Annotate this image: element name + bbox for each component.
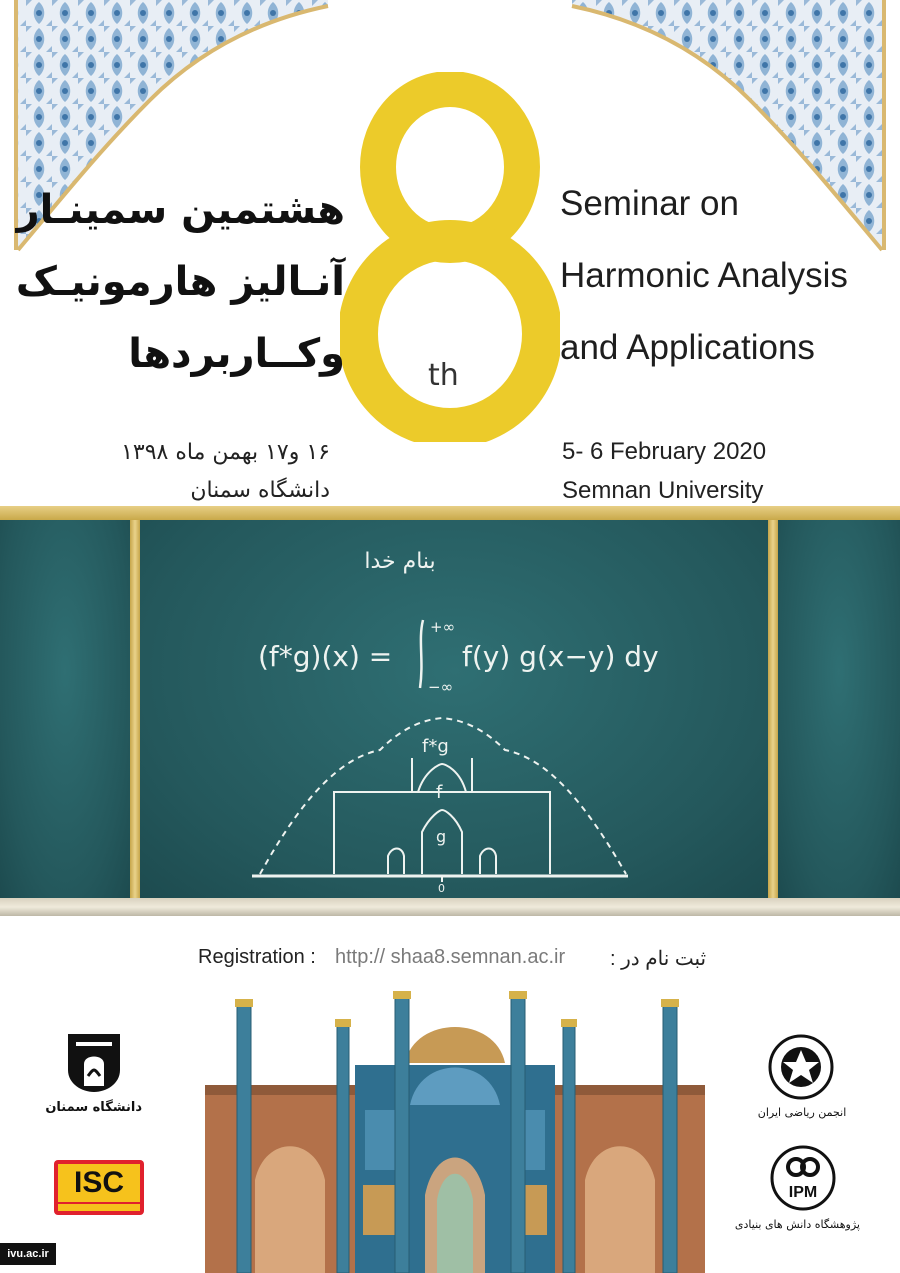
registration-url[interactable]: http:// shaa8.semnan.ac.ir xyxy=(335,946,566,968)
english-title-line3: and Applications xyxy=(560,328,815,367)
persian-date: ۱۶ و۱۷ بهمن ماه ۱۳۹۸ xyxy=(121,440,330,465)
formula-rhs: f(y) g(x−y) dy xyxy=(462,640,659,673)
integral-lower: −∞ xyxy=(428,678,454,696)
board-panel-left xyxy=(0,520,130,898)
chalkboard xyxy=(0,506,900,926)
english-title-line2: Harmonic Analysis xyxy=(560,256,848,295)
chalk-label-g: g xyxy=(436,827,447,846)
isc-logo-text: ISC xyxy=(58,1164,140,1202)
chalk-side-arches xyxy=(388,849,496,875)
semnan-gate-illustration xyxy=(205,985,705,1273)
iranian-math-society-logo xyxy=(768,1034,834,1100)
registration-label: Registration : xyxy=(198,946,316,968)
semnan-university-logo xyxy=(62,1030,126,1094)
ipm-logo xyxy=(770,1145,836,1211)
integral-upper: +∞ xyxy=(430,618,456,636)
integral-sign xyxy=(420,620,423,688)
english-venue: Semnan University xyxy=(562,477,764,504)
board-frame-left xyxy=(130,520,140,898)
english-title-line1: Seminar on xyxy=(560,184,739,223)
chalk-label-f: f xyxy=(436,782,443,803)
ipm-logo-text: IPM xyxy=(788,1184,818,1201)
persian-title-line1: هشتمین سمینـار xyxy=(16,187,345,233)
isc-logo xyxy=(54,1160,144,1215)
chalk-header: بنام خدا xyxy=(364,549,436,574)
semnan-university-caption: دانشگاه سمنان xyxy=(45,1100,142,1115)
formula-lhs: (f*g)(x) = xyxy=(258,640,393,673)
board-panel-right xyxy=(778,520,900,898)
board-chalk-tray xyxy=(0,898,900,916)
source-watermark: ivu.ac.ir xyxy=(0,1243,56,1265)
chalk-label-fg: f*g xyxy=(422,736,449,757)
board-top-rail xyxy=(0,506,900,520)
ipm-caption: پژوهشگاه دانش های بنیادی xyxy=(734,1218,860,1231)
registration-persian-label: ثبت نام در : xyxy=(610,948,707,970)
iranian-math-society-caption: انجمن ریاضی ایران xyxy=(757,1106,847,1119)
chalk-label-zero: 0 xyxy=(438,882,445,895)
english-date: 5- 6 February 2020 xyxy=(562,438,767,465)
isc-logo-band xyxy=(58,1204,140,1211)
persian-title-line3: وکــاربردها xyxy=(128,331,345,377)
chalk-drawing xyxy=(140,520,770,898)
persian-title-line2: آنـالیز هارمونیـک xyxy=(15,259,345,305)
edition-suffix: th xyxy=(428,358,459,393)
persian-venue: دانشگاه سمنان xyxy=(190,478,330,503)
